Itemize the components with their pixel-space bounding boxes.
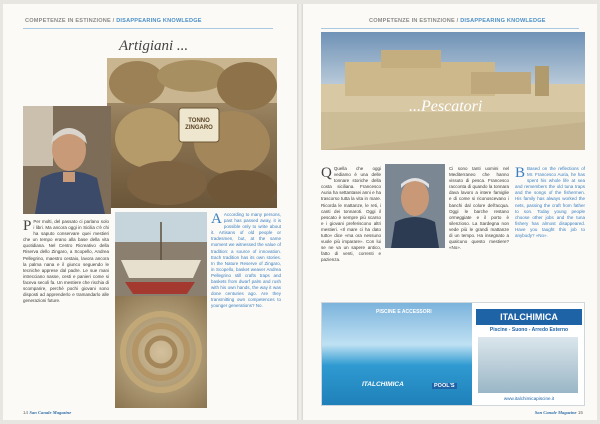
right-title: ...Pescatori	[409, 98, 483, 115]
artisan-photo	[23, 106, 111, 214]
dropcap: A	[211, 212, 222, 227]
ad-left-title: PISCINE E ACCESSORI	[376, 309, 432, 315]
ad-photo	[322, 303, 472, 406]
ad-brand-logo: ITALCHIMICA	[476, 309, 582, 325]
page-number: 15	[577, 410, 583, 415]
ad-product-photo	[478, 337, 578, 393]
left-footer	[23, 410, 71, 415]
ad-left-brand: ITALCHIMICA	[362, 381, 404, 388]
left-page	[3, 4, 297, 420]
tonnara-photo	[321, 32, 585, 150]
magazine-name: San Canale Magazine	[29, 410, 72, 415]
page-number: 14	[23, 410, 29, 415]
section-header: COMPETENZE IN ESTINZIONE / DISAPPEARING KNOWLEDGE	[25, 18, 202, 24]
right-footer	[535, 410, 583, 415]
ad-tagline: Piscine - Suono - Arredo Esterno	[489, 327, 569, 333]
left-title: Artigiani ...	[119, 38, 189, 54]
english-text: B Based on the reflections of Mr. Francesco Auria, he has spent his whole life at sea and remembers the old tuna traps and the songs of the fishermen. His family has always worked the nets, passing the craft from father to son. Today young people choose other jobs and the tuna fishery has almost disappeared. Have you taught this job to anybody? «No».	[515, 166, 585, 239]
boats-photo	[115, 212, 207, 296]
dropcap: B	[515, 166, 526, 181]
baskets-photo	[107, 58, 277, 208]
rope-photo	[115, 296, 207, 408]
right-page	[303, 4, 597, 420]
italian-text: P Per molti, del passato ci parlano solo i libri. Ma ancora oggi in Sicilia c'è chi ha saputo conservare quei mestieri che un tempo erano alla base della vita quotidiana. Nel Centro Ricreativo della Riserva dello Zingaro, a Scopello, Andrea Pellegrino, maestro cestaio, lavora ancora la palma nana e il giunco seguendo le tecniche apprese dal padre. Le sue mani intrecciano nasse, cesti e panieri come si faceva secoli fa. Un mestiere che rischia di scomparire, perché pochi giovani sono disposti ad apprenderlo e tramandarlo alle generazioni future.	[23, 219, 109, 304]
ad-left-sub: POOL'S	[434, 383, 455, 389]
header-rule	[321, 28, 579, 29]
italchimica-ad[interactable]	[321, 302, 585, 406]
italian-text-2: Ci sono tanti uomini nel Mediterraneo che hanno vissuto di pesca. Francesco racconta di quando la tonnara dava lavoro a intere famiglie e di come si riconoscevano i banchi dal colore dell'acqua. Oggi le barche restano ormeggiate e il porto è silenzioso. La Sardegna non vede più le grandi mattanze di un tempo. Ha insegnato a qualcuno questo mestiere? «No».	[449, 166, 509, 251]
dropcap: P	[23, 219, 32, 234]
magazine-name: San Canale Magazine	[534, 410, 577, 415]
section-header: COMPETENZE IN ESTINZIONE / DISAPPEARING KNOWLEDGE	[369, 18, 546, 24]
dropcap: Q	[321, 166, 332, 181]
fisherman-photo	[385, 164, 445, 248]
english-text: A According to many persons, past has passed away, it is possible only to write about it. Artisans of old people or tradesmen, but, at the same moment we witnessed the value of tradition: a source of innovation. Each tradition has its own stories. In the Nature Reserve of Zingaro, in Scopello, basket weaver Andrea Pellegrino still crafts traps and baskets from dwarf palm and rush with his own hands, the way it was done centuries ago. Are they transmitting own competences to younger generations? No.	[211, 212, 281, 309]
ad-url[interactable]: www.italchimicapiscine.it	[503, 396, 555, 401]
basket-sign: TONNO ZINGARO	[185, 118, 213, 131]
header-rule	[23, 28, 273, 29]
italian-text-1: Q Quella che oggi vediamo è una delle tonnare storiche della costa siciliana. Francesco Auria ha settantasei anni e ha trascorso tutta la vita in mare. Ricorda le mattanze, le reti, i canti dei tonnaroti. Oggi il pescato è sempre più scarso e i giovani preferiscono altri mestieri. «Il mare ci ha dato tutto» dice «ma ora nessuno vuole più imparare». Con lui se ne va un sapere antico, fatto di venti, correnti e pazienza.	[321, 166, 381, 263]
